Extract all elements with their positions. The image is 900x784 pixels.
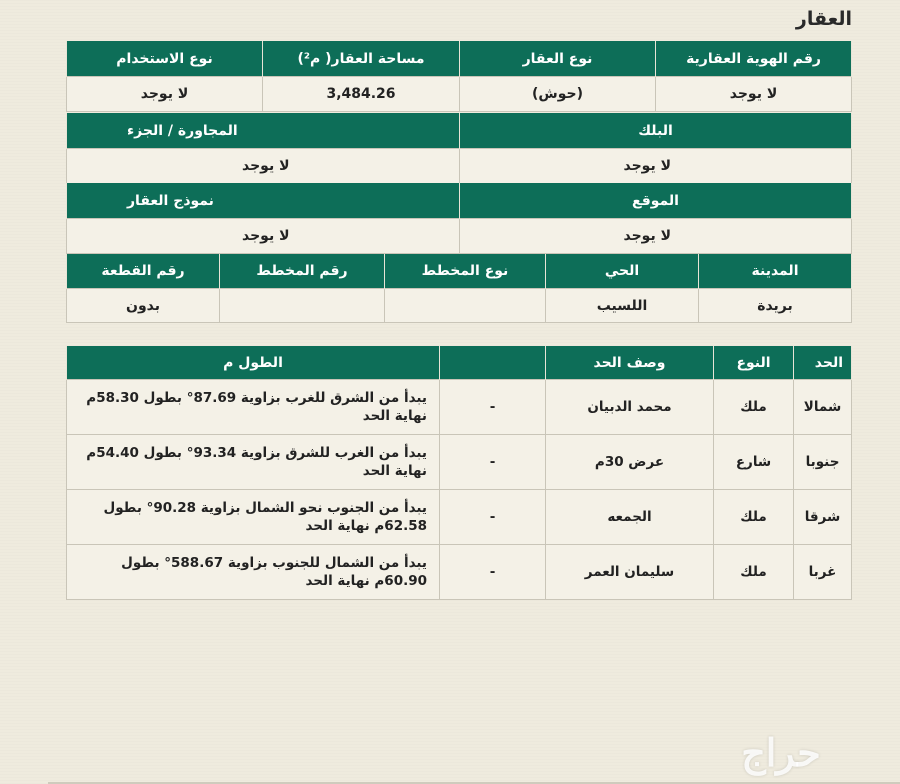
cell-description: الجمعه xyxy=(546,490,714,545)
header-neighborhood-part: المجاورة / الجزء xyxy=(67,113,460,149)
page-title: العقار xyxy=(795,8,852,30)
cell-description: عرض 30م xyxy=(546,435,714,490)
header-property-area: مساحة العقار( م²) xyxy=(263,41,460,77)
header-property-id: رقم الهوية العقارية xyxy=(656,41,852,77)
cell-extra: - xyxy=(440,545,546,600)
cell-direction: شمالا xyxy=(794,380,852,435)
header-property-model: نموذج العقار xyxy=(67,183,460,219)
value-plot-number: بدون xyxy=(67,289,220,323)
cell-description: محمد الدبيان xyxy=(546,380,714,435)
value-usage-type: لا يوجد xyxy=(67,77,263,112)
property-main-table xyxy=(66,41,852,112)
cell-extra: - xyxy=(440,380,546,435)
cell-type: ملك xyxy=(714,380,794,435)
haraj-watermark-logo: حراج xyxy=(741,730,821,775)
value-property-type: (حوش) xyxy=(460,77,656,112)
header-property-type: نوع العقار xyxy=(460,41,656,77)
value-property-model: لا يوجد xyxy=(67,219,460,254)
header-district: الحي xyxy=(546,254,699,289)
cell-type: ملك xyxy=(714,490,794,545)
boundaries-table xyxy=(66,346,852,600)
table-row xyxy=(67,545,852,600)
cell-length: يبدأ من الشمال للجنوب بزاوية 588.67° بطول 60.90م نهاية الحد xyxy=(67,545,440,600)
cell-direction: غربا xyxy=(794,545,852,600)
block-table xyxy=(66,113,852,184)
header-empty xyxy=(440,346,546,380)
value-location: لا يوجد xyxy=(460,219,852,254)
header-plot-number: رقم القطعة xyxy=(67,254,220,289)
value-district: اللسيب xyxy=(546,289,699,323)
table-row xyxy=(67,380,852,435)
value-neighborhood-part: لا يوجد xyxy=(67,149,460,184)
header-plan-number: رقم المخطط xyxy=(220,254,385,289)
cell-description: سليمان العمر xyxy=(546,545,714,600)
value-block: لا يوجد xyxy=(460,149,852,184)
cell-length: يبدأ من الشرق للغرب بزاوية 87.69° بطول 58.30م نهاية الحد xyxy=(67,380,440,435)
header-boundary: الحد xyxy=(794,346,852,380)
value-property-area: 3,484.26 xyxy=(263,77,460,112)
value-city: بريدة xyxy=(699,289,852,323)
value-plan-type xyxy=(385,289,546,323)
header-boundary-description: وصف الحد xyxy=(546,346,714,380)
header-usage-type: نوع الاستخدام xyxy=(67,41,263,77)
plan-table xyxy=(66,254,852,323)
header-location: الموقع xyxy=(460,183,852,219)
table-row xyxy=(67,435,852,490)
header-city: المدينة xyxy=(699,254,852,289)
header-block: البلك xyxy=(460,113,852,149)
cell-length: يبدأ من الغرب للشرق بزاوية 93.34° بطول 54.40م نهاية الحد xyxy=(67,435,440,490)
value-property-id: لا يوجد xyxy=(656,77,852,112)
cell-direction: جنوبا xyxy=(794,435,852,490)
header-length: الطول م xyxy=(67,346,440,380)
cell-type: شارع xyxy=(714,435,794,490)
header-plan-type: نوع المخطط xyxy=(385,254,546,289)
table-row xyxy=(67,490,852,545)
cell-direction: شرقا xyxy=(794,490,852,545)
cell-type: ملك xyxy=(714,545,794,600)
location-table xyxy=(66,183,852,254)
header-type: النوع xyxy=(714,346,794,380)
cell-length: يبدأ من الجنوب نحو الشمال بزاوية 90.28° بطول 62.58م نهاية الحد xyxy=(67,490,440,545)
cell-extra: - xyxy=(440,435,546,490)
cell-extra: - xyxy=(440,490,546,545)
value-plan-number xyxy=(220,289,385,323)
